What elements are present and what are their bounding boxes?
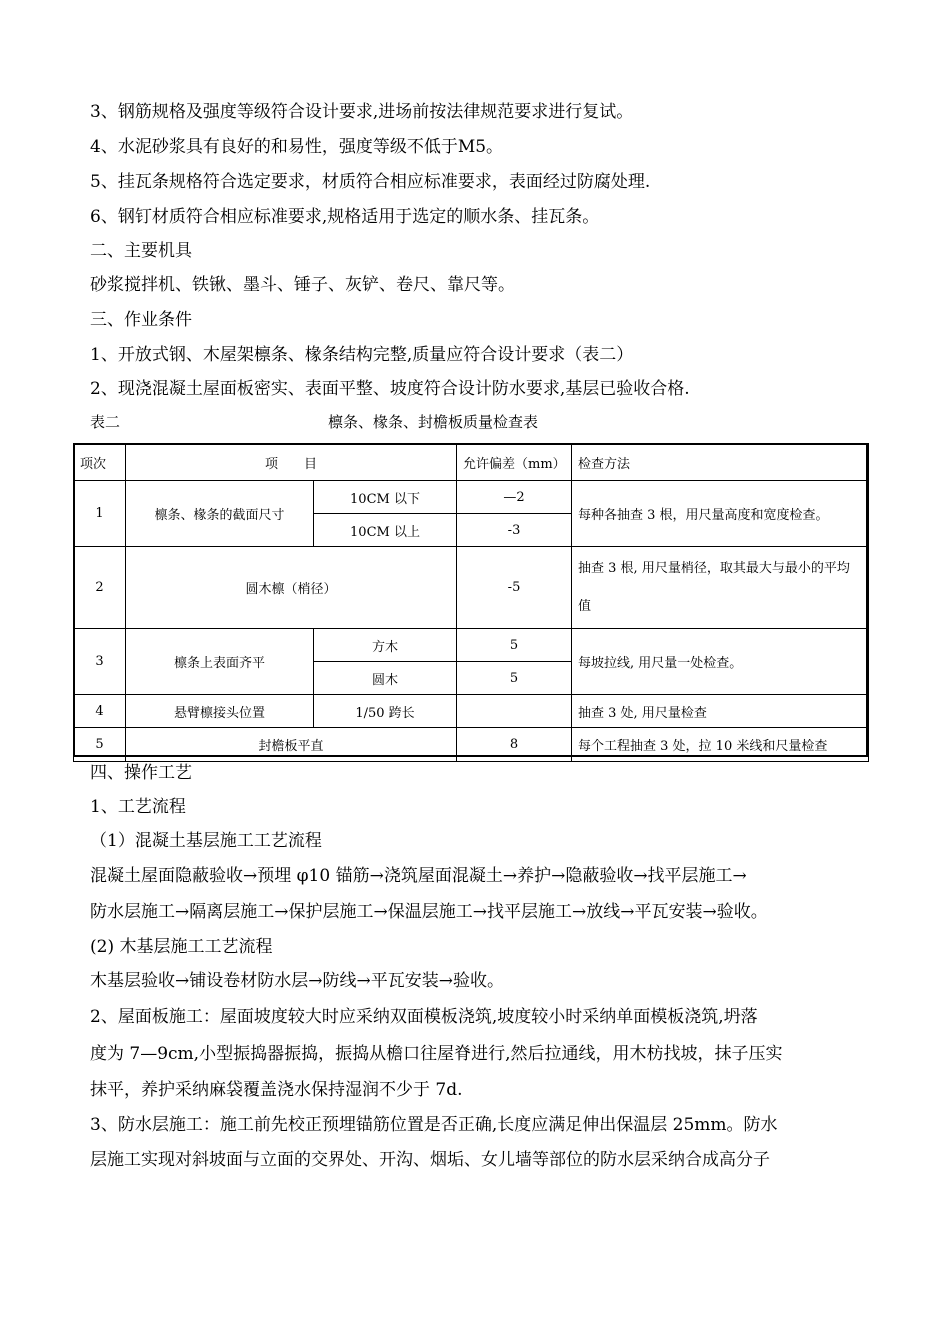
row-method: 每坡拉线, 用尺量一处检查。 bbox=[572, 629, 869, 695]
paragraph-condition-1: 1、开放式钢、木屋架檩条、椽条结构完整,质量应符合设计要求（表二） bbox=[90, 345, 634, 365]
paragraph-roof-slab-1: 2、屋面板施工：屋面坡度较大时应采纳双面模板浇筑,坡度较小时采纳单面模板浇筑,坍落 bbox=[90, 1007, 758, 1027]
paragraph-waterproof-1: 3、防水层施工：施工前先校正预埋锚筋位置是否正确,长度应满足伸出保温层 25mm。防水 bbox=[90, 1115, 778, 1135]
paragraph-concrete-flow-1: 混凝土屋面隐蔽验收→预埋 φ10 锚筋→浇筑屋面混凝土→养护→隐蔽验收→找平层施工→ bbox=[90, 866, 747, 886]
row-no: 5 bbox=[74, 728, 126, 762]
row-no: 1 bbox=[74, 481, 126, 547]
row-tolerance: -5 bbox=[457, 547, 572, 629]
table-header-row bbox=[74, 444, 869, 481]
table-label: 表二 bbox=[90, 413, 121, 431]
subheading-workflow: 1、工艺流程 bbox=[90, 797, 186, 817]
paragraph-waterproof-2: 层施工实现对斜坡面与立面的交界处、开沟、烟垢、女儿墙等部位的防水层采纳合成高分子 bbox=[90, 1150, 770, 1170]
paragraph-roof-slab-2: 度为 7—9cm,小型振捣器振捣，振捣从檐口往屋脊进行,然后拉通线，用木枋找坡，抹子压实 bbox=[90, 1044, 783, 1064]
header-cell-no: 项次 bbox=[74, 444, 126, 481]
row-sublabel: 10CM 以上 bbox=[314, 514, 457, 547]
table-row bbox=[74, 481, 869, 514]
row-sublabel: 1/50 跨长 bbox=[314, 695, 457, 728]
row-sublabel: 方木 bbox=[314, 629, 457, 662]
row-no: 4 bbox=[74, 695, 126, 728]
table-row bbox=[74, 629, 869, 662]
row-method: 抽查 3 处, 用尺量检查 bbox=[572, 695, 869, 728]
header-cell-tolerance: 允许偏差（mm） bbox=[457, 444, 572, 481]
paragraph-concrete-flow-2: 防水层施工→隔离层施工→保护层施工→保温层施工→找平层施工→放线→平瓦安装→验收。 bbox=[90, 902, 768, 922]
row-sublabel: 圆木 bbox=[314, 662, 457, 695]
row-no: 2 bbox=[74, 547, 126, 629]
paragraph-condition-2: 2、现浇混凝土屋面板密实、表面平整、坡度符合设计防水要求,基层已验收合格. bbox=[90, 379, 690, 399]
paragraph-roof-slab-3: 抹平，养护采纳麻袋覆盖浇水保持湿润不少于 7d. bbox=[90, 1080, 463, 1100]
section-heading-tools: 二、主要机具 bbox=[90, 241, 192, 261]
row-tolerance bbox=[457, 695, 572, 728]
header-cell-item: 项 目 bbox=[126, 444, 457, 481]
header-cell-method: 检查方法 bbox=[572, 444, 869, 481]
table-row bbox=[74, 728, 869, 762]
row-item: 圆木檩（梢径） bbox=[126, 547, 457, 629]
table-title: 檩条、椽条、封檐板质量检查表 bbox=[328, 413, 539, 431]
table-row bbox=[74, 547, 869, 629]
row-sublabel: 10CM 以下 bbox=[314, 481, 457, 514]
section-heading-conditions: 三、作业条件 bbox=[90, 310, 192, 330]
row-tolerance: -3 bbox=[457, 514, 572, 547]
paragraph-material-6: 6、钢钉材质符合相应标准要求,规格适用于选定的顺水条、挂瓦条。 bbox=[90, 207, 600, 227]
paragraph-material-5: 5、挂瓦条规格符合选定要求，材质符合相应标准要求，表面经过防腐处理. bbox=[90, 172, 651, 192]
table-row bbox=[74, 695, 869, 728]
row-method: 每种各抽查 3 根，用尺量高度和宽度检查。 bbox=[572, 481, 869, 547]
paragraph-material-4: 4、水泥砂浆具有良好的和易性，强度等级不低于M5。 bbox=[90, 137, 504, 157]
row-tolerance: —2 bbox=[457, 481, 572, 514]
row-item: 悬臂檩接头位置 bbox=[126, 695, 314, 728]
row-method: 每个工程抽查 3 处，拉 10 米线和尺量检查 bbox=[572, 728, 869, 762]
row-item: 檩条上表面齐平 bbox=[126, 629, 314, 695]
row-no: 3 bbox=[74, 629, 126, 695]
row-method: 抽查 3 根, 用尺量梢径，取其最大与最小的平均值 bbox=[572, 547, 869, 629]
paragraph-material-3: 3、钢筋规格及强度等级符合设计要求,进场前按法律规范要求进行复试。 bbox=[90, 102, 634, 122]
row-item: 檩条、椽条的截面尺寸 bbox=[126, 481, 314, 547]
section-heading-process: 四、操作工艺 bbox=[90, 763, 192, 783]
subheading-wood-workflow: (2) 木基层施工工艺流程 bbox=[90, 937, 273, 957]
quality-check-table bbox=[73, 443, 869, 762]
row-tolerance: 8 bbox=[457, 728, 572, 762]
row-tolerance: 5 bbox=[457, 629, 572, 662]
subheading-concrete-workflow: （1）混凝土基层施工工艺流程 bbox=[90, 831, 322, 851]
row-tolerance: 5 bbox=[457, 662, 572, 695]
paragraph-tools-list: 砂浆搅拌机、铁锹、墨斗、锤子、灰铲、卷尺、靠尺等。 bbox=[90, 275, 515, 295]
row-item: 封檐板平直 bbox=[126, 728, 457, 762]
paragraph-wood-flow: 木基层验收→铺设卷材防水层→防线→平瓦安装→验收。 bbox=[90, 971, 504, 991]
